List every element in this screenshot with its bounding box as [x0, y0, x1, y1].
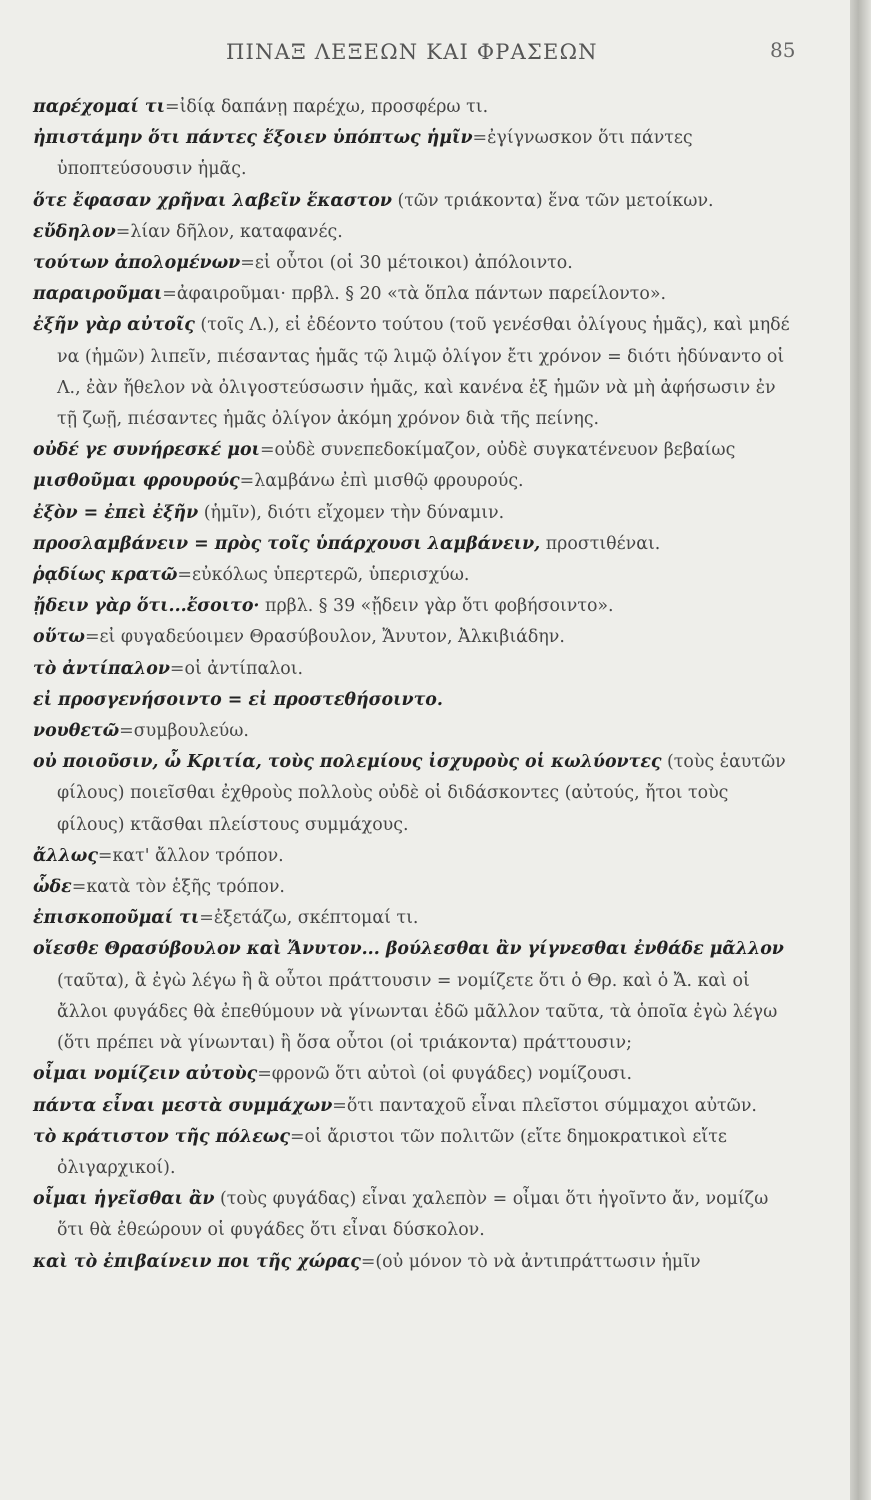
- entry-gloss: προστιθέναι.: [545, 533, 661, 554]
- entry-term: ἐξῆν γὰρ αὐτοῖς: [33, 315, 195, 336]
- entry-term: τὸ κράτιστον τῆς πόλεως: [33, 1126, 290, 1147]
- entry-term: οἶμαι νομίζειν αὐτοὺς: [33, 1064, 258, 1085]
- glossary-entry: [33, 1184, 791, 1246]
- glossary-entry: τὸ ἀντίπαλον=οἱ ἀντίπαλοι.: [33, 658, 304, 679]
- glossary-entry: παραιροῦμαι=ἀφαιροῦμαι· πρβλ. § 20 «τὰ ὅπλα πάντων παρείλοντο».: [33, 284, 667, 305]
- page-title: ΠΙΝΑΞ ΛΕΞΕΩΝ ΚΑΙ ΦΡΑΣΕΩΝ: [226, 40, 598, 64]
- entry-gloss: λίαν δῆλον, καταφανές.: [130, 221, 343, 242]
- entry-gloss: ἐγίγνωσκον ὅτι πάντες ὑποπτεύσουσιν ἡμᾶς.: [57, 128, 693, 180]
- entry-term: ἐξὸν = ἐπεὶ ἐξῆν: [33, 502, 199, 523]
- entry-gloss: (οὐ μόνον τὸ νὰ ἀντιπράττωσιν ἡμῖν: [375, 1251, 701, 1272]
- glossary-entry: τούτων ἀπολομένων=εἰ οὗτοι (οἱ 30 μέτοικοι) ἀπόλοιντο.: [33, 253, 573, 274]
- running-header: [0, 38, 850, 72]
- glossary-entry: νουθετῶ=συμβουλεύω.: [33, 721, 249, 742]
- entry-gloss: (τοὺς ἑαυτῶν φίλους) ποιεῖσθαι ἐχθροὺς πολλοὺς οὐδὲ οἱ διδάσκοντες (αὐτούς, ἤτοι τοὺς φίλους) κτᾶσθαι πλείστους συμμάχους.: [57, 752, 786, 835]
- entry-term: οἶμαι ἡγεῖσθαι ἂν: [33, 1189, 215, 1210]
- glossary-entry: [33, 186, 791, 217]
- entry-gloss: (τοῖς Λ.), εἰ ἐδέοντο τούτου (τοῦ γενέσθαι ὀλίγους ἡμᾶς), καὶ μηδέ να (ἡμῶν) λιπεῖν, πιέσαντας ἡμᾶς τῷ λιμῷ ὀλίγον ἔτι χρόνον = διότι ἠδύναντο οἱ Λ., ἐὰν ἤθελον νὰ ὀλιγοστεύσωσιν ἡμᾶς, καὶ κανένα ἐξ ἡμῶν νὰ μὴ ἀφήσωσιν ἐν τῇ ζωῇ, πιέσαντες ἡμᾶς ὀλίγον ἀκόμη χρόνον διὰ τῆς πείνης.: [57, 315, 790, 430]
- glossary-entry: εὔδηλον=λίαν δῆλον, καταφανές.: [33, 221, 343, 242]
- glossary-entry: [33, 934, 791, 1059]
- entry-gloss: ὅτι πανταχοῦ εἶναι πλεῖστοι σύμμαχοι αὐτῶν.: [346, 1095, 757, 1116]
- entry-gloss: (ἡμῖν), διότι εἴχομεν τὴν δύναμιν.: [203, 502, 505, 523]
- glossary-entry: οὕτω=εἰ φυγαδεύοιμεν Θρασύβουλον, Ἄνυτον, Ἀλκιβιάδην.: [33, 627, 565, 648]
- glossary-entry: ῥᾳδίως κρατῶ=εὐκόλως ὑπερτερῶ, ὑπερισχύω.: [33, 565, 470, 586]
- entry-term: καὶ τὸ ἐπιβαίνειν ποι τῆς χώρας: [33, 1251, 361, 1272]
- glossary-entry: πάντα εἶναι μεστὰ συμμάχων=ὅτι πανταχοῦ εἶναι πλεῖστοι σύμμαχοι αὐτῶν.: [33, 1095, 757, 1116]
- entry-term: οἴεσθε Θρασύβουλον καὶ Ἄνυτον... βούλεσθαι ἂν γίγνεσθαι ἐνθάδε μᾶλλον: [33, 939, 784, 960]
- entry-gloss: κατ' ἄλλον τρόπον.: [112, 845, 284, 866]
- entry-gloss: εἰ οὗτοι (οἱ 30 μέτοικοι) ἀπόλοιντο.: [254, 253, 573, 274]
- entry-gloss: ἐξετάζω, σκέπτομαί τι.: [213, 908, 419, 929]
- page-number: 85: [770, 38, 796, 62]
- entry-term: οὐ ποιοῦσιν, ὦ Κριτία, τοὺς πολεμίους ἰσχυροὺς οἱ κωλύοντες: [33, 752, 662, 773]
- entry-term: εὔδηλον: [33, 221, 116, 242]
- entry-term: ἠπιστάμην ὅτι πάντες ἕξοιεν ὑπόπτως ἡμῖν: [33, 128, 473, 149]
- entry-term: προσλαμβάνειν = πρὸς τοῖς ὑπάρχουσι λαμβάνειν,: [33, 533, 541, 554]
- entry-gloss: (τοὺς φυγάδας) εἶναι χαλεπὸν = οἶμαι ὅτι ἡγοῖντο ἄν, νομίζω ὅτι θὰ ἐθεώρουν οἱ φυγάδες ὅτι εἶναι δύσκολον.: [57, 1189, 769, 1241]
- entry-term: νουθετῶ: [33, 721, 120, 742]
- entry-gloss: λαμβάνω ἐπὶ μισθῷ φρουρούς.: [254, 471, 524, 492]
- entry-gloss: οὐδὲ συνεπεδοκίμαζον, οὐδὲ συγκατένευον βεβαίως: [274, 440, 736, 461]
- glossary-list: [0, 92, 850, 1278]
- glossary-entry: ἄλλως=κατ' ἄλλον τρόπον.: [33, 845, 284, 866]
- glossary-entry: [33, 529, 791, 560]
- entry-term: εἰ προσγενήσοιντο = εἰ προστεθήσοιντο.: [33, 689, 443, 710]
- entry-gloss: πρβλ. § 39 «ᾔδειν γὰρ ὅτι φοβήσοιντο».: [265, 596, 614, 617]
- glossary-entry: ἐπισκοποῦμαί τι=ἐξετάζω, σκέπτομαί τι.: [33, 908, 419, 929]
- glossary-entry: οὐδέ γε συνήρεσκέ μοι=οὐδὲ συνεπεδοκίμαζον, οὐδὲ συγκατένευον βεβαίως: [33, 440, 736, 461]
- entry-gloss: οἱ ἄριστοι τῶν πολιτῶν (εἴτε δημοκρατικοὶ εἴτε ὀλιγαρχικοί).: [57, 1126, 727, 1178]
- entry-term: τὸ ἀντίπαλον: [33, 658, 170, 679]
- entry-term: ᾔδειν γὰρ ὅτι...ἔσοιτο·: [33, 596, 260, 617]
- entry-term: οὐδέ γε συνήρεσκέ μοι: [33, 440, 260, 461]
- entry-term: οὕτω: [33, 627, 85, 648]
- entry-term: ὧδε: [33, 877, 72, 898]
- glossary-entry: [33, 591, 791, 622]
- glossary-entry: [33, 310, 791, 435]
- entry-gloss: συμβουλεύω.: [133, 721, 249, 742]
- entry-gloss: ἀφαιροῦμαι· πρβλ. § 20 «τὰ ὅπλα πάντων παρείλοντο».: [176, 284, 667, 305]
- entry-term: παραιροῦμαι: [33, 284, 163, 305]
- glossary-entry: ὧδε=κατὰ τὸν ἑξῆς τρόπον.: [33, 877, 285, 898]
- glossary-entry: [33, 685, 791, 716]
- entry-gloss: εὐκόλως ὑπερτερῶ, ὑπερισχύω.: [192, 565, 470, 586]
- entry-gloss: (ταῦτα), ἃ ἐγὼ λέγω ἢ ἃ οὗτοι πράττουσιν = νομίζετε ὅτι ὁ Θρ. καὶ ὁ Ἄ. καὶ οἱ ἄλλοι φυγάδες θὰ ἐπεθύμουν νὰ γίνωνται ἐδῶ μᾶλλον ταῦτα, τὰ ὁποῖα ἐγὼ λέγω (ὅτι πρέπει νὰ γίνωνται) ἢ ὅσα οὗτοι (οἱ τριάκοντα) πράττουσιν;: [57, 970, 778, 1054]
- glossary-entry: [33, 747, 791, 841]
- entry-gloss: εἰ φυγαδεύοιμεν Θρασύβουλον, Ἄνυτον, Ἀλκιβιάδην.: [99, 627, 565, 648]
- entry-term: ἄλλως: [33, 845, 98, 866]
- glossary-entry: οἶμαι νομίζειν αὐτοὺς=φρονῶ ὅτι αὐτοὶ (οἱ φυγάδες) νομίζουσι.: [33, 1064, 633, 1085]
- glossary-entry: καὶ τὸ ἐπιβαίνειν ποι τῆς χώρας=(οὐ μόνον τὸ νὰ ἀντιπράττωσιν ἡμῖν: [33, 1251, 701, 1272]
- glossary-entry: παρέχομαί τι=ἰδίᾳ δαπάνῃ παρέχω, προσφέρω τι.: [33, 97, 489, 117]
- entry-term: ῥᾳδίως κρατῶ: [33, 565, 178, 586]
- entry-term: τούτων ἀπολομένων: [33, 253, 241, 274]
- entry-term: ὅτε ἔφασαν χρῆναι λαβεῖν ἕκαστον: [33, 190, 392, 211]
- page-edge: [850, 0, 871, 1500]
- entry-term: παρέχομαί τι: [33, 97, 165, 117]
- entry-gloss: οἱ ἀντίπαλοι.: [184, 658, 304, 679]
- entry-term: πάντα εἶναι μεστὰ συμμάχων: [33, 1095, 333, 1116]
- entry-gloss: (τῶν τριάκοντα) ἕνα τῶν μετοίκων.: [397, 190, 714, 211]
- glossary-entry: μισθοῦμαι φρουρούς=λαμβάνω ἐπὶ μισθῷ φρουρούς.: [33, 471, 524, 492]
- entry-gloss: ἰδίᾳ δαπάνῃ παρέχω, προσφέρω τι.: [179, 97, 489, 117]
- glossary-entry: ἠπιστάμην ὅτι πάντες ἕξοιεν ὑπόπτως ἡμῖν=ἐγίγνωσκον ὅτι πάντες ὑποπτεύσουσιν ἡμᾶς.: [33, 128, 693, 180]
- glossary-entry: [33, 498, 791, 529]
- entry-term: μισθοῦμαι φρουρούς: [33, 471, 240, 492]
- glossary-entry: τὸ κράτιστον τῆς πόλεως=οἱ ἄριστοι τῶν πολιτῶν (εἴτε δημοκρατικοὶ εἴτε ὀλιγαρχικοί).: [33, 1126, 727, 1178]
- entry-gloss: κατὰ τὸν ἑξῆς τρόπον.: [86, 877, 285, 898]
- entry-term: ἐπισκοποῦμαί τι: [33, 908, 200, 929]
- entry-gloss: φρονῶ ὅτι αὐτοὶ (οἱ φυγάδες) νομίζουσι.: [271, 1064, 633, 1085]
